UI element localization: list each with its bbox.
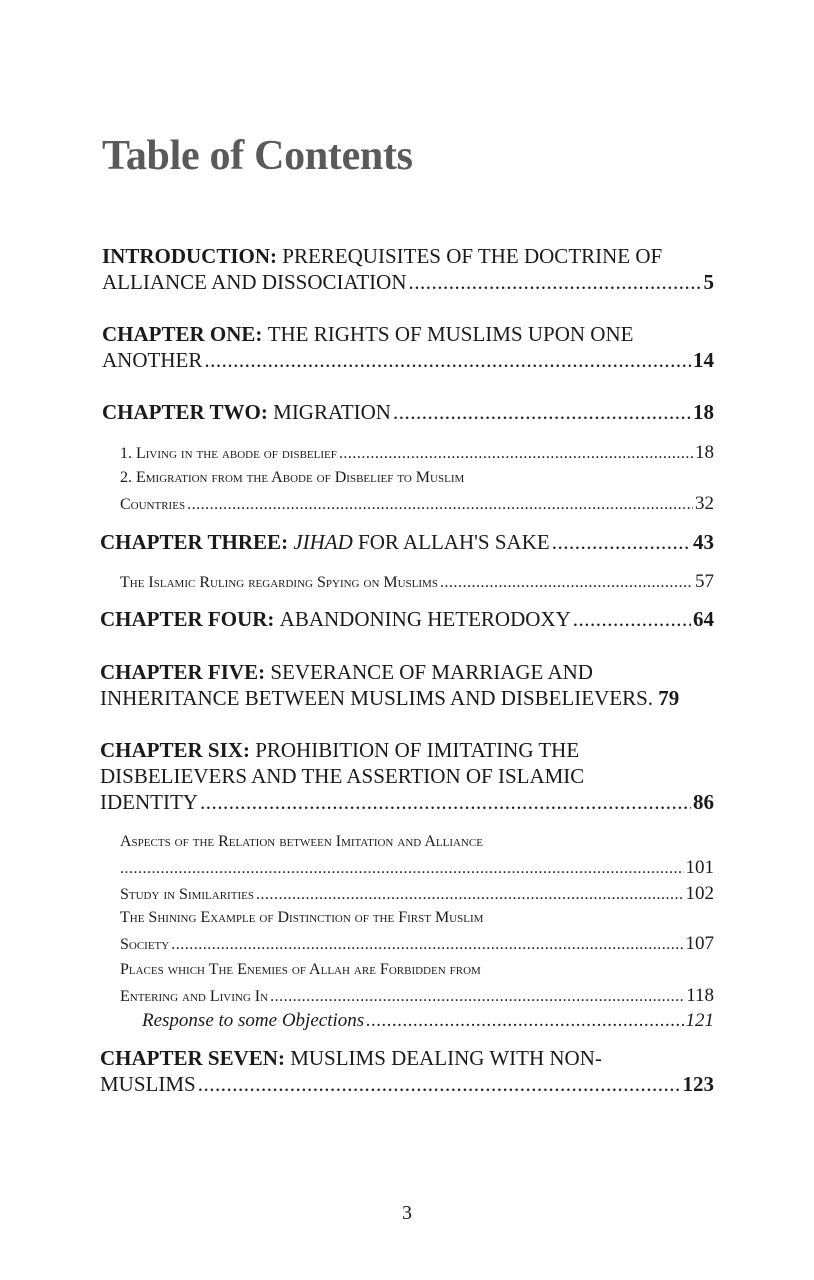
dot-leader — [573, 607, 691, 631]
page-ref: 5 — [703, 270, 714, 294]
page-ref: 123 — [682, 1072, 714, 1096]
entry-title: The Islamic Ruling regarding Spying on Muslims — [120, 574, 438, 591]
toc-subentry-study[interactable] — [120, 882, 714, 907]
toc-entry-chapter-one[interactable] — [102, 322, 714, 346]
toc-entry-chapter-two[interactable] — [102, 400, 714, 424]
entry-title: 1. Living in the abode of disbelief — [120, 445, 337, 462]
chapter-label: CHAPTER ONE: — [102, 322, 263, 346]
toc-entry-introduction[interactable] — [102, 244, 714, 268]
entry-title: 2. Emigration from the Abode of Disbelief to Muslim — [120, 469, 465, 486]
entry-title: MUSLIMS DEALING WITH NON- — [290, 1046, 602, 1070]
toc-entry-chapter-six-cont[interactable] — [100, 764, 714, 788]
page-number: 3 — [402, 1202, 412, 1224]
chapter-label: INTRODUCTION: — [102, 244, 278, 268]
page-ref: 101 — [685, 857, 714, 878]
toc-entry-chapter-six-cont2[interactable] — [100, 790, 714, 814]
entry-title: SEVERANCE OF MARRIAGE AND — [270, 660, 593, 684]
toc-subentry-aspects[interactable] — [120, 830, 714, 854]
page-ref: 121 — [685, 1010, 714, 1031]
toc-entry-chapter-five[interactable] — [100, 660, 714, 684]
dot-leader — [171, 933, 683, 957]
entry-title: Places which The Enemies of Allah are Forbidden from — [120, 961, 481, 978]
toc-entry-chapter-one-cont[interactable] — [102, 348, 714, 372]
page-title: Table of Contents — [102, 133, 413, 179]
toc-subentry-shining-example[interactable] — [120, 906, 714, 930]
page-ref: 18 — [695, 442, 714, 463]
toc-subentry-places[interactable] — [120, 958, 714, 982]
chapter-label: CHAPTER THREE: — [100, 530, 289, 554]
toc-entry-chapter-seven[interactable] — [100, 1046, 714, 1070]
dot-leader — [204, 348, 691, 372]
entry-title-cont: ALLIANCE AND DISSOCIATION — [102, 270, 407, 294]
dot-leader — [552, 530, 691, 554]
entry-title: The Shining Example of Distinction of the First Muslim — [120, 909, 484, 926]
toc-entry-chapter-six[interactable] — [100, 738, 714, 762]
dot-leader — [393, 400, 691, 424]
dot-leader — [187, 493, 693, 517]
dot-leader — [270, 985, 684, 1009]
toc-entry-chapter-five-cont[interactable] — [100, 686, 714, 710]
page-ref: 43 — [693, 530, 714, 554]
toc-subentry-aspects-cont[interactable] — [120, 856, 714, 881]
toc-entry-chapter-four[interactable] — [100, 607, 714, 631]
chapter-label: CHAPTER SEVEN: — [100, 1046, 285, 1070]
dot-leader — [120, 857, 684, 881]
toc-subentry-spying[interactable] — [120, 570, 714, 595]
toc-subentry-places-cont[interactable] — [120, 984, 714, 1009]
dot-leader — [366, 1009, 683, 1033]
entry-title-cont: IDENTITY — [100, 790, 198, 814]
entry-title: Study in Similarities — [120, 886, 254, 903]
entry-title: Response to some Objections — [142, 1010, 365, 1031]
chapter-label: CHAPTER TWO: — [102, 400, 268, 424]
toc-subentry-living[interactable] — [120, 441, 714, 466]
dot-leader — [409, 270, 702, 294]
toc-subentry-response[interactable] — [142, 1009, 714, 1033]
toc-subentry-emigration-cont[interactable] — [120, 492, 714, 517]
entry-title-cont: INHERITANCE BETWEEN MUSLIMS AND DISBELIEVERS. — [100, 686, 654, 710]
entry-title: THE RIGHTS OF MUSLIMS UPON ONE — [267, 322, 634, 346]
page-ref: 86 — [693, 790, 714, 814]
toc-entry-chapter-three[interactable] — [100, 530, 714, 554]
dot-leader — [256, 883, 684, 907]
entry-title-cont: MUSLIMS — [100, 1072, 196, 1096]
page-ref: 64 — [693, 607, 714, 631]
page-ref: 107 — [685, 933, 714, 954]
dot-leader — [200, 790, 691, 814]
entry-title-cont: ANOTHER — [102, 348, 203, 372]
chapter-label: CHAPTER SIX: — [100, 738, 250, 762]
page-ref: 18 — [693, 400, 714, 424]
entry-title-italic: JIHAD — [293, 530, 353, 554]
toc-entry-chapter-seven-cont[interactable] — [100, 1072, 714, 1096]
toc-entry-introduction-cont[interactable] — [102, 270, 714, 294]
page-ref: 102 — [685, 883, 714, 904]
entry-title: ABANDONING HETERODOXY — [279, 607, 571, 631]
page-ref: 118 — [686, 985, 714, 1006]
dot-leader — [440, 571, 693, 595]
chapter-label: CHAPTER FIVE: — [100, 660, 266, 684]
chapter-label: CHAPTER FOUR: — [100, 607, 275, 631]
toc-subentry-emigration[interactable] — [120, 466, 714, 490]
entry-title-cont: Society — [120, 936, 170, 953]
entry-title-cont: Entering and Living In — [120, 988, 269, 1005]
page-ref: 57 — [695, 571, 714, 592]
page-ref: 79 — [658, 686, 680, 710]
page-ref: 32 — [695, 493, 714, 514]
entry-title: MIGRATION — [273, 400, 391, 424]
page-ref: 14 — [693, 348, 714, 372]
entry-title: FOR ALLAH'S SAKE — [358, 530, 550, 554]
toc-subentry-shining-example-cont[interactable] — [120, 932, 714, 957]
entry-title: Aspects of the Relation between Imitation and Alliance — [120, 833, 483, 850]
dot-leader — [198, 1072, 681, 1096]
dot-leader — [339, 442, 693, 466]
entry-title-cont: DISBELIEVERS AND THE ASSERTION OF ISLAMIC — [100, 764, 585, 788]
entry-title: PROHIBITION OF IMITATING THE — [255, 738, 580, 762]
entry-title-cont: Countries — [120, 496, 186, 513]
entry-title: PREREQUISITES OF THE DOCTRINE OF — [282, 244, 663, 268]
